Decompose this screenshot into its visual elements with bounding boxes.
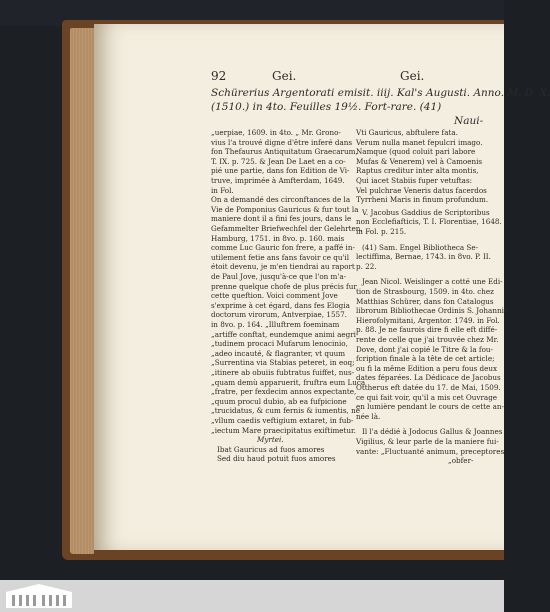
- right-text-line: librorum Bibliothecae Ordinis S. Johannis: [356, 306, 508, 316]
- left-text-line: étoit devenu, je m'en tiendrai au raport: [211, 262, 355, 272]
- left-text-line: s'exprime à cet égard, dans fes Elogia: [211, 300, 350, 310]
- left-text-line: On a demandé des circonftances de la: [211, 195, 351, 205]
- right-text-line: Ottherus eft datée du 17. de Mai, 1509.: [356, 383, 501, 392]
- left-text-line: T. IX. p. 725. & Jean De Laet en a co-: [211, 156, 346, 166]
- left-text-line: fon Thefaurus Antiquitatum Graecarum,: [211, 147, 358, 157]
- left-text-line: pié une partie, dans fon Edition de Vi-: [211, 166, 350, 176]
- right-poem-line: Qui iacet Stabiis fuper vetuftas:: [356, 176, 473, 185]
- right-text-line: Jean Nicol. Weislinger a cotté une Edi-: [362, 277, 503, 287]
- left-text-line: „adeo incauté, & flagranter, vt quum: [211, 348, 346, 358]
- left-text-line: „uerpiae, 1609. in 4to. „ Mr. Grono-: [211, 128, 341, 137]
- right-text-line: fcription finale à la tête de cet article;: [356, 354, 495, 364]
- library-logo-icon: [4, 582, 74, 610]
- right-text-line: Dove, dont j'ai copié le Titre & la fou-: [356, 344, 493, 354]
- left-text-line: „trucidatus, & cum fernis & iumentis, ne: [211, 406, 360, 416]
- left-text-line: de Paul Jove, jusqu'à-ce que l'on m'a-: [211, 272, 347, 281]
- right-text-line: ou fi la même Edition a peru fous deux: [356, 363, 498, 373]
- left-text-line: in Fol.: [211, 185, 234, 195]
- left-text-line: prenne quelque chofe de plus précis fur: [211, 281, 357, 291]
- left-text-line: „iectum Mare praecipitatus exiftimetur.: [211, 425, 356, 435]
- poem-line: Sed diu haud potuit fuos amores: [217, 454, 336, 464]
- right-text-line: in Fol. p. 215.: [356, 227, 407, 236]
- poem-line: Ibat Gauricus ad fuos amores: [217, 444, 325, 454]
- left-text-line: truve, imprimée à Amfterdam, 1649.: [211, 176, 345, 185]
- right-text-line: Matthias Schürer, dans fon Catalogus: [356, 296, 494, 306]
- right-text-line: Hierofolymitani, Argentor. 1749. in Fol.: [356, 315, 500, 325]
- left-text-line: „artiffe conftat, eundemque animi aegri-: [211, 329, 359, 339]
- page-edges: [70, 28, 94, 554]
- left-text-line: Vie de Pomponius Gauricus & fur tout la: [211, 204, 359, 214]
- left-text-line: „quum procul dubio, ab ea fufpicione: [211, 396, 347, 406]
- right-poem-line: Verum nulla manet fepulcri imago.: [356, 137, 483, 147]
- right-poem-line: Tyrrheni Maris in finum profundum.: [356, 195, 489, 205]
- right-text-line: vante: „Fluctuanté animum, preceptores: [356, 446, 505, 456]
- footer-bar: [0, 580, 504, 612]
- right-text-line: née là.: [356, 411, 381, 421]
- right-text-line: p. 22.: [356, 261, 377, 271]
- right-text-line: non Ecclefiafticis, T. I. Florentiae, 1648.: [356, 217, 502, 227]
- right-text-line: Vigilius, & leur parle de la maniere fui-: [356, 437, 499, 446]
- left-text-line: „tudinem procaci Mufarum lenocinio,: [211, 339, 348, 349]
- right-poem-line: Raptus creditur inter alta montis,: [356, 166, 479, 176]
- book-page: [94, 24, 550, 550]
- right-poem-line: Vti Gauricus, abftulere fata.: [356, 128, 458, 137]
- left-text-line: „Surrentina via Stabias peteret, in eoq;: [211, 358, 355, 368]
- right-text-line: V. Jacobus Gaddius de Scriptoribus: [362, 207, 490, 217]
- left-text-line: vius l'a trouvé digne d'être inferé dans: [211, 137, 353, 147]
- left-text-line: Hamburg, 1751. in 8vo. p. 160. mais: [211, 233, 345, 243]
- left-text-line: „fratre, per fexdecim annos expectante,: [211, 387, 357, 397]
- right-text-line: rente de celle que j'ai trouvée chez Mr.: [356, 335, 499, 344]
- intro-line-2: (1510.) in 4to. Feuilles 19½. Fort-rare. (41): [211, 101, 442, 113]
- right-text-line: (41) Sam. Engel Bibliotheca Se-: [362, 242, 479, 252]
- left-text-line: „itinere ab obuiis fubtratus fuiffet, nus-: [211, 368, 355, 377]
- left-text-line: maniere dont il a fini fes jours, dans le: [211, 214, 352, 224]
- right-text-line: lectiffima, Bernae, 1743. in 8vo. P. II.: [356, 252, 491, 262]
- right-text-line: en lumière pendant le cours de cette an-: [356, 402, 504, 412]
- left-text-line: cette queftion. Voici comment Jove: [211, 291, 338, 301]
- left-text-line: Gefammelter Briefwechfel der Gelehrten,: [211, 224, 363, 233]
- left-text-line: utilement fetie ans fans favoir ce qu'il: [211, 252, 350, 262]
- right-poem-line: Namque (quod coluit pari labore: [356, 147, 476, 157]
- left-text-line: „vllum caedis veftigium extaret, in fub-: [211, 416, 354, 425]
- left-text-line: in 8vo. p. 164. „Illuftrem foeminam: [211, 320, 340, 329]
- left-text-line: comme Luc Gauric fon frere, a paffé in-: [211, 243, 355, 253]
- right-text-line: „obfer-: [448, 456, 474, 466]
- right-poem-line: Vel pulchrae Veneris datus facerdos: [356, 185, 487, 195]
- right-text-line: ce qui fait voir, qu'il a mis cet Ouvrage: [356, 392, 498, 402]
- intro-line-1: Schürerius Argentorati emisit. iiij. Kal's Augusti. Anno. M. D. X.: [211, 87, 550, 99]
- right-text-line: tion de Strasbourg, 1509. in 4to. chez: [356, 287, 494, 296]
- intro-line-3: Naui-: [454, 115, 484, 127]
- page-number: 92: [211, 69, 227, 83]
- poem-title: Myrtei.: [257, 435, 284, 445]
- header-right-word: Gei.: [400, 69, 425, 83]
- left-text-line: „quam demù apparuerit, fruftra eum Luca: [211, 377, 366, 387]
- right-text-line: Il l'a dédié à Jodocus Gallus & Joannes: [362, 427, 503, 437]
- right-text-line: dates féparées. La Dédicace de Jacobus: [356, 373, 501, 383]
- right-poem-line: Mufas & Venerem) vel à Camoenis: [356, 156, 483, 166]
- right-text-line: p. 88. Je ne faurois dire fi elle eft diffé-: [356, 325, 498, 335]
- header-left-word: Gei.: [272, 69, 297, 83]
- left-text-line: doctorum virorum, Antverpiae, 1557.: [211, 310, 347, 320]
